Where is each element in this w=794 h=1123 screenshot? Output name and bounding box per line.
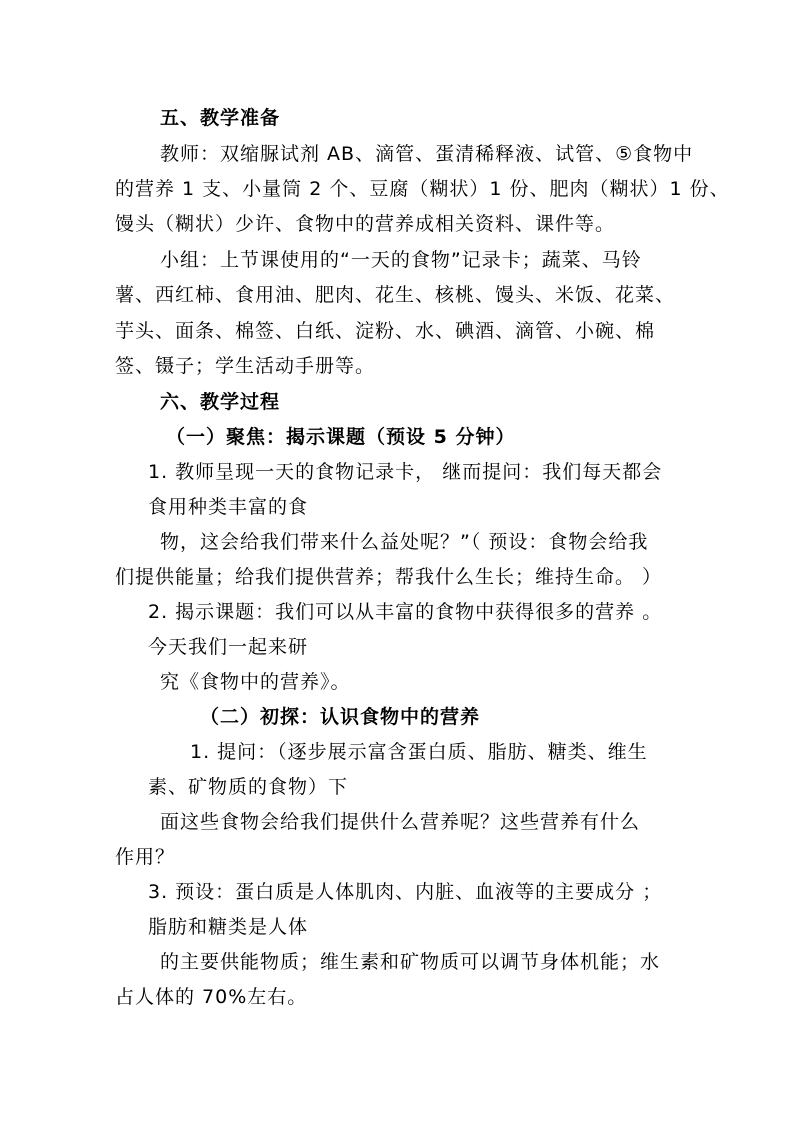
paragraph-line: 薯、西红柿、食用油、肥肉、花生、核桃、馒头、米饭、花菜、 — [115, 284, 676, 306]
paragraph-line: 的主要供能物质；维生素和矿物质可以调节身体机能；水 — [160, 951, 661, 973]
paragraph-line: 作用？ — [115, 846, 176, 868]
paragraph-line: 面这些食物会给我们提供什么营养呢？这些营养有什么 — [160, 811, 641, 833]
paragraph-line: 物，这会给我们带来什么益处呢？”（ 预设：食物会给我 — [160, 531, 649, 553]
section-heading-process: 六、教学过程 — [160, 391, 281, 413]
paragraph-line: 1. 教师呈现一天的食物记录卡， 继而提问：我们每天都会 — [148, 461, 663, 483]
paragraph-line: 的营养 1 支、小量筒 2 个、豆腐（糊状）1 份、肥肉（糊状）1 份、 — [115, 178, 730, 200]
paragraph-line: 2. 揭示课题：我们可以从丰富的食物中获得很多的营养 。 — [148, 601, 663, 623]
paragraph-line: 1. 提问：（逐步展示富含蛋白质、脂肪、糖类、维生 — [190, 741, 648, 763]
paragraph-line: 占人体的 70%左右。 — [115, 986, 308, 1008]
paragraph-line: 馒头（糊状）少许、食物中的营养成相关资料、课件等。 — [115, 213, 616, 235]
subsection-heading-explore: （二）初探：认识食物中的营养 — [200, 706, 481, 728]
subsection-heading-focus: （一）聚焦：揭示课题（预设 5 分钟） — [166, 426, 516, 448]
paragraph-line: 们提供能量；给我们提供营养；帮我什么生长；维持生命。 ） — [115, 566, 663, 588]
section-heading-preparation: 五、教学准备 — [160, 107, 281, 129]
paragraph-line: 教师：双缩脲试剂 AB、滴管、蛋清稀释液、试管、⑤食物中 — [160, 143, 694, 165]
paragraph-line: 今天我们一起来研 — [148, 636, 309, 658]
paragraph-line: 芋头、面条、棉签、白纸、淀粉、水、碘酒、滴管、小碗、棉 — [115, 320, 656, 342]
paragraph-line: 小组：上节课使用的“一天的食物”记录卡；蔬菜、马铃 — [160, 249, 642, 271]
paragraph-line: 食用种类丰富的食 — [148, 496, 309, 518]
paragraph-line: 3. 预设：蛋白质是人体肌肉、内脏、血液等的主要成分 ； — [148, 881, 663, 903]
paragraph-line: 究《食物中的营养》。 — [160, 671, 351, 693]
paragraph-line: 签、镊子；学生活动手册等。 — [115, 355, 376, 377]
paragraph-line: 脂肪和糖类是人体 — [148, 916, 309, 938]
paragraph-line: 素、矿物质的食物）下 — [148, 776, 349, 798]
